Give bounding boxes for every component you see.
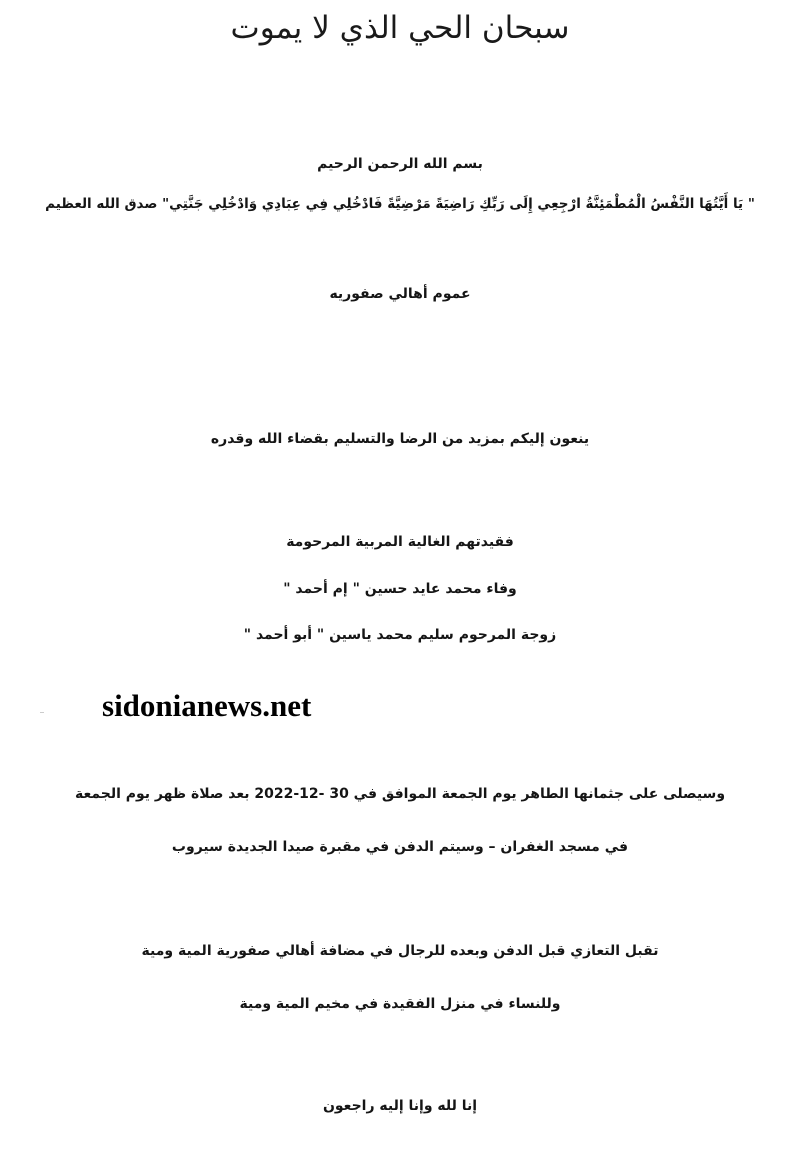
notice-title: سبحان الحي الذي لا يموت <box>230 10 570 46</box>
funeral-prayer-line: وسيصلى على جثمانها الطاهر يوم الجمعة الموافق في 30 -12-2022 بعد صلاة ظهر يوم الجمعة <box>74 786 726 802</box>
spouse-line: زوجة المرحوم سليم محمد ياسين " أبو أحمد " <box>243 627 557 643</box>
watermark-text: sidonianews.net <box>102 688 312 723</box>
announcement-line: ينعون إليكم بمزيد من الرضا والتسليم بقضاء الله وقدره <box>210 431 590 447</box>
burial-line: في مسجد الغفران – وسيتم الدفن في مقبرة صيدا الجديدة سيروب <box>171 839 629 855</box>
quran-verse: " يَا أَيَّتُهَا النَّفْسُ الْمُطْمَئِنَّةُ ارْجِعِي إِلَى رَبِّكِ رَاضِيَةً مَرْضِيَّةً فَادْخُلِي فِي عِبَادِي وَادْخُلِي جَنَّتِي" صدق الله العظيم <box>45 196 755 212</box>
basmala: بسم الله الرحمن الرحيم <box>317 156 483 172</box>
deceased-intro: فقيدتهم الغالية المربية المرحومة <box>286 534 514 550</box>
condolence-men-line: تقبل التعازي قبل الدفن وبعده للرجال في مضافة أهالي صفورية المية ومية <box>141 943 659 959</box>
closing-line: إنا لله وإنا إليه راجعون <box>322 1098 478 1114</box>
family-line: عموم أهالي صفوريه <box>329 286 471 302</box>
condolence-women-line: وللنساء في منزل الفقيدة في مخيم المية ومية <box>239 996 561 1012</box>
deceased-name: وفاء محمد عايد حسين " إم أحمد " <box>283 581 517 597</box>
scan-speck <box>40 712 44 713</box>
